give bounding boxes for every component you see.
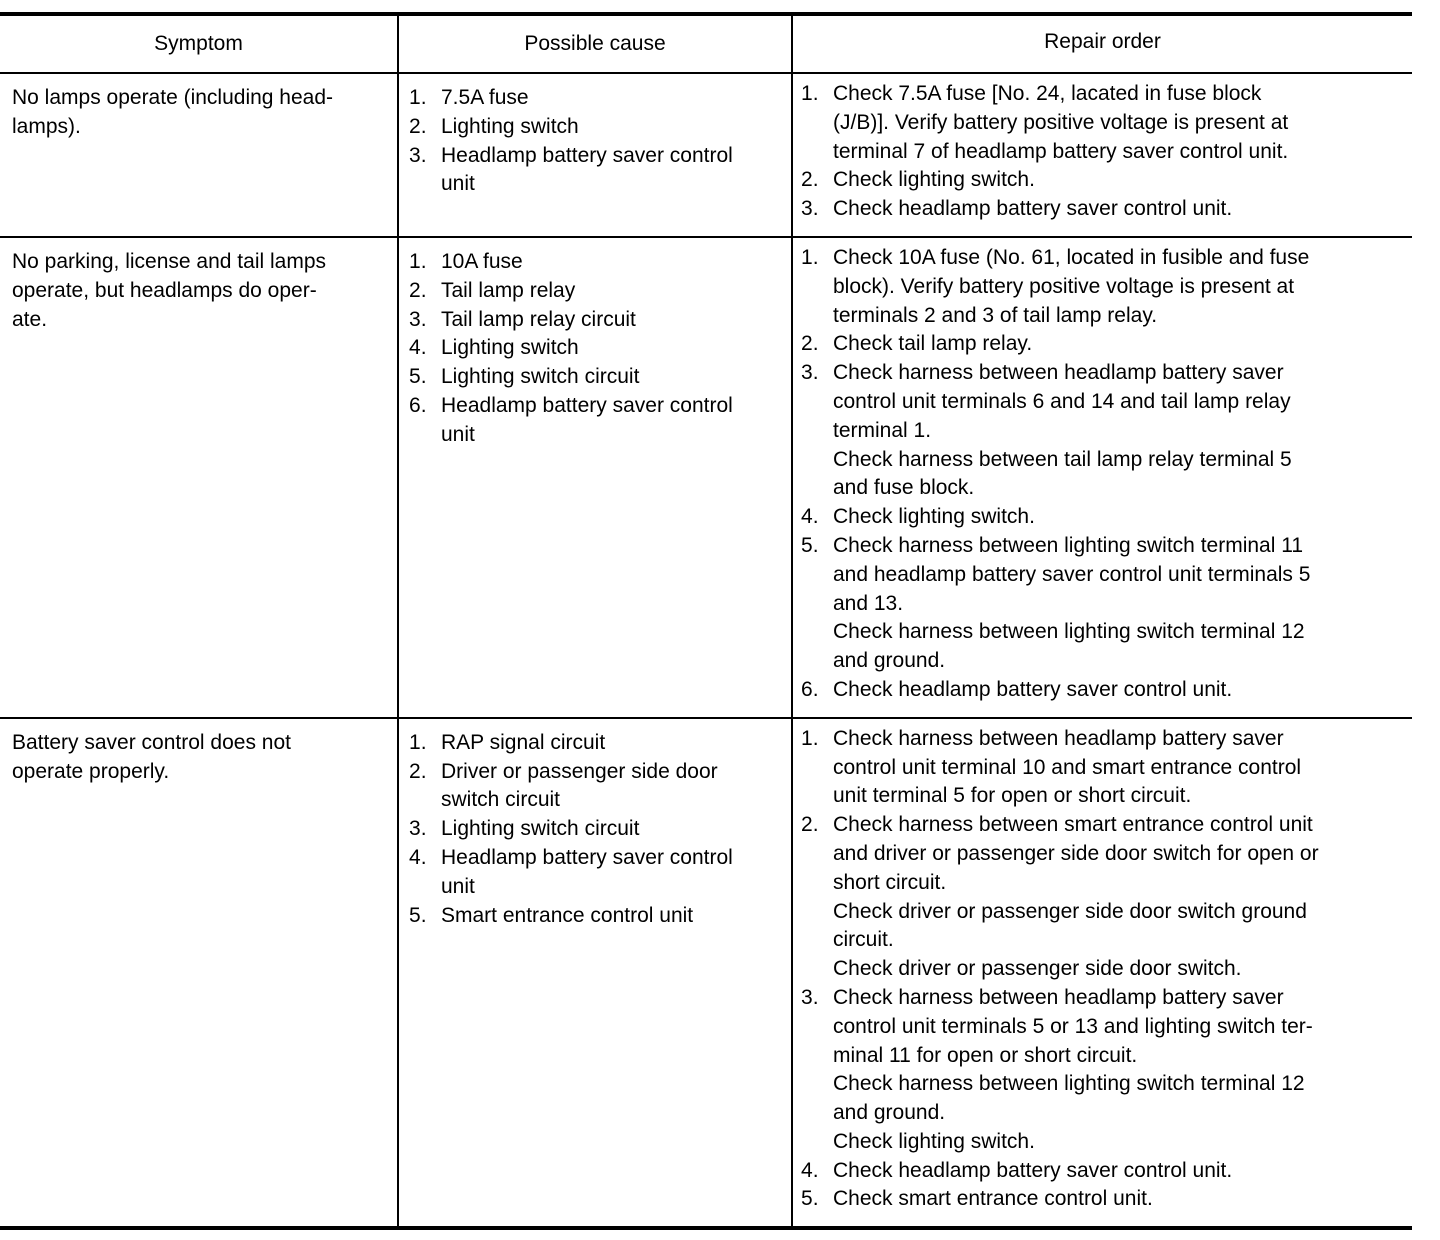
repair-step <box>801 725 1402 811</box>
repair-step-line: terminal 1. <box>833 418 932 442</box>
repair-step-line: unit terminal 5 for open or short circuit. <box>833 784 1192 808</box>
cause-item-line: Tail lamp relay circuit <box>441 307 636 331</box>
repair-step-number: 2 . <box>801 330 833 359</box>
cause-item <box>409 392 781 450</box>
cause-item-text <box>441 392 781 450</box>
repair-step-line: block). Verify battery positive voltage is present at <box>833 274 1295 298</box>
repair-step-number: 3 . <box>801 195 833 224</box>
repair-step-line: and 13. <box>833 591 904 615</box>
repair-step-text <box>833 166 1402 195</box>
cause-item-line: Lighting switch <box>441 114 579 138</box>
cause-item <box>409 815 781 844</box>
repair-step <box>801 80 1402 166</box>
repair-step-number: 1 . <box>801 725 833 811</box>
repair-step-text <box>833 725 1402 811</box>
repair-step <box>801 532 1402 676</box>
repair-step-line: short circuit. <box>833 870 947 894</box>
repair-step-list <box>801 725 1402 1215</box>
repair-step-text <box>833 195 1402 224</box>
repair-step-number: 1 . <box>801 244 833 330</box>
cause-item-list <box>409 84 781 199</box>
repair-step-text <box>833 359 1402 503</box>
cause-item-line: switch circuit <box>441 788 561 812</box>
cause-item <box>409 113 781 142</box>
cause-item-line: Headlamp battery saver control <box>441 143 733 167</box>
repair-step-line: Check harness between lighting switch terminal 12 <box>833 1072 1305 1096</box>
table-row <box>0 718 1412 1229</box>
repair-step-number: 5 . <box>801 1185 833 1214</box>
symptom-cell <box>0 237 398 718</box>
cause-item-line: Lighting switch circuit <box>441 365 640 389</box>
header-symptom: Symptom <box>0 14 398 73</box>
repair-step <box>801 984 1402 1157</box>
symptom-cell <box>0 73 398 237</box>
repair-step-number: 4 . <box>801 1157 833 1186</box>
cause-item-line: Headlamp battery saver control <box>441 845 733 869</box>
cause-item-number: 5 . <box>409 902 441 931</box>
repair-step-line: (J/B)]. Verify battery positive voltage is present at <box>833 110 1289 134</box>
cause-item-text <box>441 844 781 902</box>
cause-item <box>409 902 781 931</box>
repair-step <box>801 1157 1402 1186</box>
repair-step-line: and ground. <box>833 649 946 673</box>
cause-item <box>409 142 781 200</box>
symptom-text: operate, but headlamps do oper- <box>12 278 317 302</box>
cause-item <box>409 248 781 277</box>
repair-step-text <box>833 984 1402 1157</box>
cause-item-line: 10A fuse <box>441 249 523 273</box>
symptom-text: ate. <box>12 307 48 331</box>
cause-item <box>409 306 781 335</box>
repair-step <box>801 330 1402 359</box>
repair-step-line: Check harness between headlamp battery saver <box>833 985 1284 1009</box>
repair-step-line: Check headlamp battery saver control unit. <box>833 1158 1233 1182</box>
repair-step-text <box>833 1185 1402 1214</box>
cause-item <box>409 729 781 758</box>
cause-item-number: 4 . <box>409 334 441 363</box>
cause-item-line: 7.5A fuse <box>441 86 529 109</box>
symptom-text: lamps). <box>12 114 81 138</box>
repair-step-number: 3 . <box>801 984 833 1157</box>
repair-step-line: Check harness between lighting switch terminal 12 <box>833 620 1305 644</box>
repair-step <box>801 244 1402 330</box>
repair-step-line: Check harness between headlamp battery saver <box>833 361 1284 385</box>
cause-item <box>409 844 781 902</box>
cause-item-number: 1 . <box>409 729 441 758</box>
cause-item-text <box>441 758 781 816</box>
cause-item-text <box>441 248 781 277</box>
repair-step-line: Check smart entrance control unit. <box>833 1187 1153 1211</box>
repair-step-text <box>833 330 1402 359</box>
repair-step-list <box>801 80 1402 224</box>
cause-item <box>409 334 781 363</box>
repair-step-line: circuit. <box>833 928 894 952</box>
repair-step-text <box>833 676 1402 705</box>
repair-step-line: Check tail lamp relay. <box>833 332 1033 356</box>
cause-item-number: 3 . <box>409 815 441 844</box>
repair-step-text <box>833 80 1402 166</box>
symptom-text: No parking, license and tail lamps <box>12 249 326 273</box>
cause-item-text <box>441 902 781 931</box>
cause-item-text <box>441 84 781 113</box>
cause-item-line: RAP signal circuit <box>441 730 606 754</box>
repair-step <box>801 676 1402 705</box>
repair-step-number: 2 . <box>801 811 833 984</box>
cause-item-number: 2 . <box>409 113 441 142</box>
cause-item-line: unit <box>441 422 475 446</box>
repair-step-line: control unit terminals 5 or 13 and lighting switch ter- <box>833 1014 1313 1038</box>
repair-step-line: Check 7.5A fuse [No. 24, lacated in fuse block <box>833 82 1262 105</box>
cause-item-number: 5 . <box>409 363 441 392</box>
repair-order-cell <box>792 718 1412 1229</box>
symptom-text: Battery saver control does not <box>12 730 291 754</box>
repair-step-line: and headlamp battery saver control unit terminals 5 <box>833 562 1311 586</box>
repair-step <box>801 195 1402 224</box>
repair-step-text <box>833 503 1402 532</box>
repair-step-line: Check driver or passenger side door switch. <box>833 957 1242 981</box>
cause-item-number: 3 . <box>409 306 441 335</box>
cause-item-line: Driver or passenger side door <box>441 759 718 783</box>
cause-item-number: 6 . <box>409 392 441 450</box>
repair-step <box>801 1185 1402 1214</box>
repair-step-line: Check harness between lighting switch terminal 11 <box>833 533 1304 557</box>
cause-item-line: Lighting switch <box>441 336 579 360</box>
possible-cause-cell <box>398 718 792 1229</box>
repair-step-line: Check driver or passenger side door switch ground <box>833 899 1307 923</box>
header-repair-order: Repair order <box>792 14 1412 73</box>
repair-step-text <box>833 532 1402 676</box>
repair-step <box>801 359 1402 503</box>
cause-item-line: unit <box>441 172 475 196</box>
repair-step-number: 5 . <box>801 532 833 676</box>
repair-step-line: terminal 7 of headlamp battery saver control unit. <box>833 139 1289 163</box>
cause-item-number: 2 . <box>409 758 441 816</box>
repair-step-line: Check lighting switch. <box>833 1129 1035 1153</box>
table-row <box>0 73 1412 237</box>
cause-item <box>409 758 781 816</box>
cause-item <box>409 84 781 113</box>
repair-step-line: Check harness between smart entrance control unit <box>833 813 1313 837</box>
cause-item-text <box>441 815 781 844</box>
header-row <box>0 14 1412 73</box>
cause-item-line: Lighting switch circuit <box>441 817 640 841</box>
cause-item-text <box>441 363 781 392</box>
repair-step-number: 3 . <box>801 359 833 503</box>
repair-step-line: and driver or passenger side door switch for open or <box>833 841 1319 865</box>
repair-step-line: and ground. <box>833 1101 946 1125</box>
repair-step-line: Check harness between headlamp battery saver <box>833 726 1284 750</box>
repair-order-cell <box>792 73 1412 237</box>
repair-step-number: 2 . <box>801 166 833 195</box>
cause-item-line: Smart entrance control unit <box>441 903 694 927</box>
cause-item-text <box>441 729 781 758</box>
possible-cause-cell <box>398 237 792 718</box>
cause-item-number: 4 . <box>409 844 441 902</box>
symptom-text: No lamps operate (including head- <box>12 86 334 109</box>
cause-item-number: 1 . <box>409 248 441 277</box>
cause-item-text <box>441 334 781 363</box>
header-possible-cause: Possible cause <box>398 14 792 73</box>
repair-order-cell <box>792 237 1412 718</box>
repair-step <box>801 166 1402 195</box>
cause-item-number: 1 . <box>409 84 441 113</box>
cause-item-line: unit <box>441 874 475 898</box>
repair-step-line: Check headlamp battery saver control unit. <box>833 677 1233 701</box>
cause-item-line: Headlamp battery saver control <box>441 393 733 417</box>
repair-step-line: minal 11 for open or short circuit. <box>833 1043 1138 1067</box>
repair-step-line: Check 10A fuse (No. 61, located in fusible and fuse <box>833 245 1310 269</box>
repair-step-line: control unit terminals 6 and 14 and tail lamp relay <box>833 389 1291 413</box>
symptom-text: operate properly. <box>12 759 170 783</box>
repair-step-line: Check harness between tail lamp relay terminal 5 <box>833 447 1292 471</box>
repair-step-line: Check headlamp battery saver control unit. <box>833 197 1233 221</box>
repair-step <box>801 811 1402 984</box>
repair-step-number: 1 . <box>801 80 833 166</box>
cause-item-list <box>409 729 781 931</box>
repair-step-text <box>833 811 1402 984</box>
repair-step-text <box>833 244 1402 330</box>
cause-item-text <box>441 277 781 306</box>
symptom-cell <box>0 718 398 1229</box>
repair-step-line: and fuse block. <box>833 476 975 500</box>
repair-step-number: 6 . <box>801 676 833 705</box>
cause-item <box>409 277 781 306</box>
repair-step-text <box>833 1157 1402 1186</box>
cause-item <box>409 363 781 392</box>
repair-step-line: control unit terminal 10 and smart entrance control <box>833 755 1302 779</box>
possible-cause-cell <box>398 73 792 237</box>
repair-step <box>801 503 1402 532</box>
cause-item-text <box>441 113 781 142</box>
cause-item-line: Tail lamp relay <box>441 278 576 302</box>
diagnosis-table <box>0 12 1412 1230</box>
cause-item-list <box>409 248 781 450</box>
repair-step-line: Check lighting switch. <box>833 505 1035 529</box>
repair-step-line: terminals 2 and 3 of tail lamp relay. <box>833 303 1158 327</box>
cause-item-text <box>441 306 781 335</box>
cause-item-number: 2 . <box>409 277 441 306</box>
repair-step-line: Check lighting switch. <box>833 168 1035 192</box>
repair-step-list <box>801 244 1402 705</box>
cause-item-number: 3 . <box>409 142 441 200</box>
table-row <box>0 237 1412 718</box>
repair-step-number: 4 . <box>801 503 833 532</box>
cause-item-text <box>441 142 781 200</box>
